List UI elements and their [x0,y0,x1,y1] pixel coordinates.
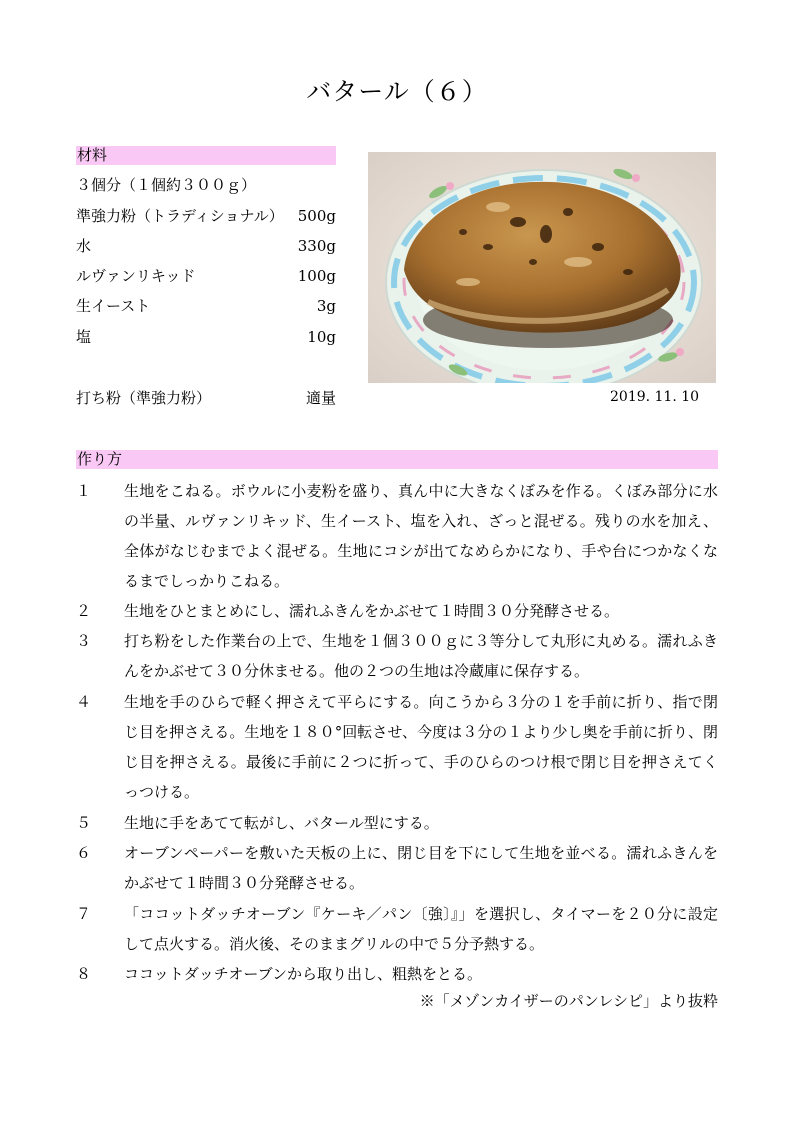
dusting-amount: 適量 [305,389,336,407]
method-step [76,959,718,989]
method-step [76,626,718,686]
step-text: 打ち粉をした作業台の上で、生地を１個３００ｇに３等分して丸形に丸める。濡れふきんをかぶせて３０分休ませる。他の２つの生地は冷蔵庫に保存する。 [124,632,718,680]
step-number: ３ [76,632,92,650]
step-text: 生地をこねる。ボウルに小麦粉を盛り、真ん中に大きなくぼみを作る。くぼみ部分に水の半量、ルヴァンリキッド、生イースト、塩を入れ、ざっと混ぜる。残りの水を加え、全体がなじむまでよく混ぜる。生地にコシが出てなめらかになり、手や台につかなくなるまでしっかりこねる。 [124,482,718,590]
page-title: バタール（６） [306,77,488,106]
ingredient-row [76,206,336,226]
ingredient-name: 生イースト [76,297,151,315]
step-text: 「ココットダッチオーブン『ケーキ／パン〔強〕』」を選択し、タイマーを２０分に設定して点火する。消火後、そのままグリルの中で５分予熱する。 [124,905,718,953]
ingredient-row [76,296,336,316]
ingredient-row [76,266,336,286]
source-note: ※「メゾンカイザーのパンレシピ」より抜粋 [419,992,718,1010]
step-text: 生地を手のひらで軽く押さえて平らにする。向こうから３分の１を手前に折り、指で閉じ目を押さえる。生地を１８０°回転させ、今度は３分の１より少し奥を手前に折り、閉じ目を押さえる。最後に手前に２つに折って、手のひらのつけ根で閉じ目を押さえてくっつける。 [124,693,718,801]
ingredient-amount: 100g [297,267,336,285]
step-text: 生地をひとまとめにし、濡れふきんをかぶせて１時間３０分発酵させる。 [124,602,620,620]
method-step [76,687,718,807]
dusting-name: 打ち粉（準強力粉） [76,389,212,407]
step-number: ２ [76,602,92,620]
ingredient-name: 塩 [76,328,92,346]
ingredient-name: ルヴァンリキッド [76,267,196,285]
bread-photo-icon [368,152,716,383]
ingredient-row [76,236,336,256]
method-step [76,596,718,626]
date-label: 2019. 11. 10 [610,389,700,405]
ingredient-amount: 3g [316,297,336,315]
bread-photo [368,152,716,383]
dusting-row [76,388,336,408]
ingredient-amount: 330g [297,237,336,255]
step-number: ４ [76,693,92,711]
ingredient-name: 準強力粉（トラディショナル） [76,207,284,225]
step-number: ８ [76,965,92,983]
method-step [76,899,718,959]
yield-text: ３個分（１個約３００ｇ） [76,176,257,194]
step-number: ５ [76,814,92,832]
ingredient-row [76,327,336,347]
ingredient-name: 水 [76,237,92,255]
method-step [76,476,718,596]
step-number: ６ [76,844,92,862]
ingredient-amount: 10g [307,328,336,346]
yield-line [76,175,336,195]
step-number: ７ [76,905,92,923]
step-text: ココットダッチオーブンから取り出し、粗熱をとる。 [124,965,483,983]
step-number: １ [76,482,92,500]
ingredient-amount: 500g [297,207,336,225]
ingredients-header: 材料 [76,146,336,165]
method-step [76,838,718,898]
step-text: オーブンペーパーを敷いた天板の上に、閉じ目を下にして生地を並べる。濡れふきんをかぶせて１時間３０分発酵させる。 [124,844,718,892]
method-step [76,808,718,838]
method-header: 作り方 [76,450,718,469]
step-text: 生地に手をあてて転がし、バタール型にする。 [124,814,439,832]
